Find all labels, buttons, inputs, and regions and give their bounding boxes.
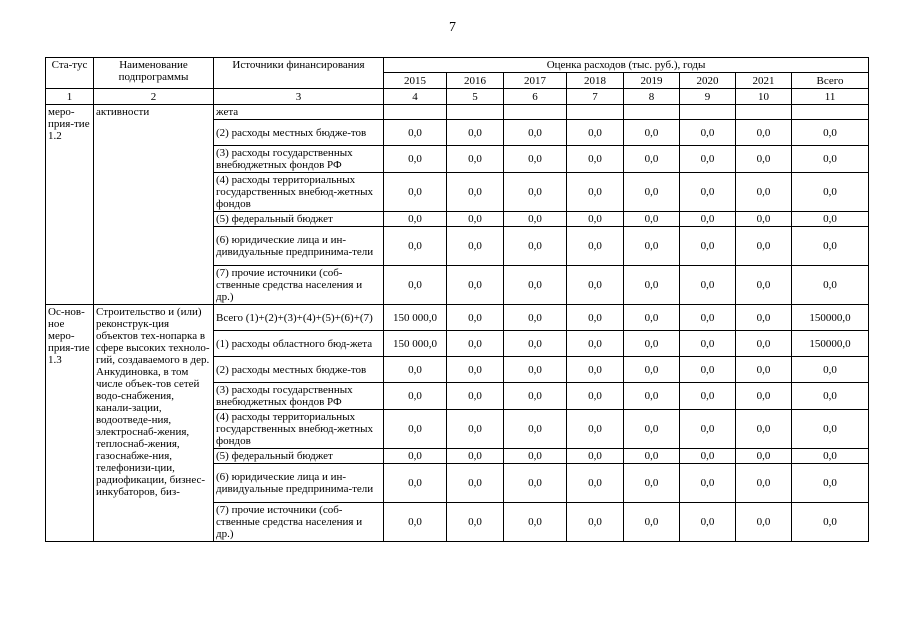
value-cell: 0,0 [680, 173, 736, 212]
value-cell: 0,0 [504, 146, 567, 173]
value-cell: 0,0 [447, 173, 504, 212]
header-year: 2016 [447, 73, 504, 89]
funding-source-cell: Всего (1)+(2)+(3)+(4)+(5)+(6)+(7) [214, 305, 384, 331]
header-estimate: Оценка расходов (тыс. руб.), годы [384, 58, 869, 73]
value-cell: 0,0 [447, 383, 504, 410]
funding-source-cell: (5) федеральный бюджет [214, 449, 384, 464]
page-number: 7 [449, 20, 456, 35]
value-cell: 0,0 [680, 146, 736, 173]
value-cell: 0,0 [567, 227, 624, 266]
value-cell: 0,0 [624, 357, 680, 383]
header-row [46, 58, 869, 73]
value-cell: 0,0 [680, 305, 736, 331]
value-cell: 0,0 [624, 266, 680, 305]
value-cell: 0,0 [736, 120, 792, 146]
value-cell: 0,0 [384, 383, 447, 410]
value-cell: 0,0 [680, 410, 736, 449]
total-value-cell [792, 105, 869, 120]
header-year: 2018 [567, 73, 624, 89]
value-cell: 0,0 [624, 227, 680, 266]
funding-source-cell: (7) прочие источники (соб-ственные средства населения и др.) [214, 266, 384, 305]
value-cell: 0,0 [447, 464, 504, 503]
value-cell: 0,0 [680, 449, 736, 464]
total-value-cell: 0,0 [792, 212, 869, 227]
value-cell: 0,0 [624, 331, 680, 357]
value-cell: 0,0 [384, 146, 447, 173]
value-cell: 0,0 [736, 383, 792, 410]
value-cell: 0,0 [567, 331, 624, 357]
value-cell: 0,0 [736, 146, 792, 173]
value-cell: 0,0 [447, 227, 504, 266]
value-cell: 0,0 [736, 449, 792, 464]
value-cell: 0,0 [447, 331, 504, 357]
total-value-cell: 150000,0 [792, 331, 869, 357]
value-cell: 0,0 [567, 357, 624, 383]
value-cell: 0,0 [447, 266, 504, 305]
value-cell: 0,0 [447, 410, 504, 449]
funding-source-cell: (1) расходы областного бюд-жета [214, 331, 384, 357]
value-cell: 150 000,0 [384, 305, 447, 331]
value-cell: 0,0 [624, 503, 680, 542]
value-cell: 0,0 [504, 357, 567, 383]
funding-source-cell: (5) федеральный бюджет [214, 212, 384, 227]
funding-source-cell: (3) расходы государственных внебюджетных фондов РФ [214, 383, 384, 410]
value-cell: 0,0 [384, 120, 447, 146]
header-year: 2017 [504, 73, 567, 89]
value-cell: 0,0 [624, 464, 680, 503]
value-cell: 0,0 [680, 503, 736, 542]
value-cell: 0,0 [504, 212, 567, 227]
header-year: 2021 [736, 73, 792, 89]
value-cell [447, 105, 504, 120]
value-cell: 0,0 [624, 212, 680, 227]
value-cell: 0,0 [447, 449, 504, 464]
budget-table [45, 57, 869, 542]
value-cell: 0,0 [567, 449, 624, 464]
value-cell: 0,0 [736, 464, 792, 503]
header-year: 2015 [384, 73, 447, 89]
subprogram-name-cell: Строительство и (или) реконструк-ция объектов тех-нопарка в сфере высоких техноло-гий, создаваемого в дер. Анкудиновка, в том числе объек-тов сетей водо-снабжения, канали-зации, водоотведе-ния, электроснаб-жения, теплоснаб-жения, газоснабже-ния, телефонизи-ции, радиофикации, бизнес-инкубаторов, биз- [94, 305, 214, 542]
col-number: 3 [214, 89, 384, 105]
value-cell: 0,0 [567, 305, 624, 331]
value-cell: 0,0 [680, 227, 736, 266]
value-cell: 0,0 [504, 227, 567, 266]
funding-source-cell: (2) расходы местных бюдже-тов [214, 357, 384, 383]
value-cell: 0,0 [567, 503, 624, 542]
status-cell: Ос-нов-ное меро-прия-тие 1.3 [46, 305, 94, 542]
total-value-cell: 150000,0 [792, 305, 869, 331]
value-cell: 0,0 [567, 146, 624, 173]
value-cell: 0,0 [447, 120, 504, 146]
funding-source-cell: (4) расходы территориальных государственных внебюд-жетных фондов [214, 173, 384, 212]
value-cell: 0,0 [504, 173, 567, 212]
value-cell: 0,0 [680, 266, 736, 305]
total-value-cell: 0,0 [792, 173, 869, 212]
header-name: Наименование подпрограммы [94, 58, 214, 89]
value-cell: 0,0 [504, 266, 567, 305]
value-cell: 0,0 [736, 266, 792, 305]
col-number: 9 [680, 89, 736, 105]
value-cell: 0,0 [504, 331, 567, 357]
header-year: 2020 [680, 73, 736, 89]
value-cell [680, 105, 736, 120]
value-cell: 0,0 [624, 120, 680, 146]
value-cell: 0,0 [567, 173, 624, 212]
value-cell: 0,0 [736, 410, 792, 449]
funding-source-cell: (6) юридические лица и ин-дивидуальные предпринима-тели [214, 464, 384, 503]
value-cell: 0,0 [447, 503, 504, 542]
value-cell: 0,0 [624, 383, 680, 410]
value-cell: 0,0 [447, 305, 504, 331]
funding-source-cell: (2) расходы местных бюдже-тов [214, 120, 384, 146]
value-cell: 0,0 [384, 266, 447, 305]
value-cell: 150 000,0 [384, 331, 447, 357]
funding-source-cell: (7) прочие источники (соб-ственные средства населения и др.) [214, 503, 384, 542]
value-cell [567, 105, 624, 120]
table-row [46, 105, 869, 120]
column-numbers-row [46, 89, 869, 105]
value-cell: 0,0 [504, 305, 567, 331]
value-cell: 0,0 [736, 503, 792, 542]
funding-source-cell: (3) расходы государственных внебюджетных фондов РФ [214, 146, 384, 173]
value-cell: 0,0 [736, 357, 792, 383]
total-value-cell: 0,0 [792, 266, 869, 305]
value-cell: 0,0 [504, 410, 567, 449]
value-cell: 0,0 [567, 383, 624, 410]
table-row [46, 305, 869, 331]
value-cell: 0,0 [680, 331, 736, 357]
value-cell: 0,0 [624, 449, 680, 464]
value-cell: 0,0 [624, 305, 680, 331]
value-cell: 0,0 [504, 464, 567, 503]
total-value-cell: 0,0 [792, 357, 869, 383]
value-cell: 0,0 [384, 357, 447, 383]
total-value-cell: 0,0 [792, 146, 869, 173]
value-cell [624, 105, 680, 120]
value-cell: 0,0 [504, 383, 567, 410]
value-cell: 0,0 [384, 173, 447, 212]
funding-source-cell: (6) юридические лица и ин-дивидуальные предпринима-тели [214, 227, 384, 266]
col-number: 10 [736, 89, 792, 105]
total-value-cell: 0,0 [792, 449, 869, 464]
funding-source-cell: (4) расходы территориальных государственных внебюд-жетных фондов [214, 410, 384, 449]
value-cell: 0,0 [384, 212, 447, 227]
header-total: Всего [792, 73, 869, 89]
funding-source-cell: жета [214, 105, 384, 120]
value-cell: 0,0 [624, 146, 680, 173]
value-cell: 0,0 [736, 173, 792, 212]
value-cell: 0,0 [384, 449, 447, 464]
col-number: 4 [384, 89, 447, 105]
table-body [46, 58, 869, 542]
value-cell: 0,0 [504, 120, 567, 146]
value-cell: 0,0 [567, 464, 624, 503]
value-cell [384, 105, 447, 120]
value-cell: 0,0 [680, 212, 736, 227]
col-number: 2 [94, 89, 214, 105]
total-value-cell: 0,0 [792, 410, 869, 449]
value-cell: 0,0 [384, 410, 447, 449]
total-value-cell: 0,0 [792, 227, 869, 266]
col-number: 7 [567, 89, 624, 105]
value-cell: 0,0 [447, 212, 504, 227]
value-cell: 0,0 [504, 503, 567, 542]
header-year: 2019 [624, 73, 680, 89]
value-cell: 0,0 [680, 464, 736, 503]
value-cell: 0,0 [384, 464, 447, 503]
col-number: 8 [624, 89, 680, 105]
value-cell: 0,0 [384, 503, 447, 542]
value-cell: 0,0 [384, 227, 447, 266]
value-cell: 0,0 [736, 305, 792, 331]
total-value-cell: 0,0 [792, 120, 869, 146]
subprogram-name-cell: активности [94, 105, 214, 305]
value-cell: 0,0 [447, 357, 504, 383]
value-cell: 0,0 [680, 120, 736, 146]
col-number: 5 [447, 89, 504, 105]
col-number: 6 [504, 89, 567, 105]
value-cell: 0,0 [736, 227, 792, 266]
value-cell: 0,0 [567, 120, 624, 146]
total-value-cell: 0,0 [792, 503, 869, 542]
value-cell: 0,0 [736, 212, 792, 227]
value-cell: 0,0 [624, 173, 680, 212]
value-cell: 0,0 [736, 331, 792, 357]
header-sources: Источники финансирования [214, 58, 384, 89]
total-value-cell: 0,0 [792, 464, 869, 503]
value-cell: 0,0 [680, 383, 736, 410]
value-cell: 0,0 [567, 212, 624, 227]
value-cell: 0,0 [567, 410, 624, 449]
value-cell: 0,0 [680, 357, 736, 383]
value-cell: 0,0 [624, 410, 680, 449]
status-cell: меро-прия-тие 1.2 [46, 105, 94, 305]
value-cell: 0,0 [447, 146, 504, 173]
value-cell: 0,0 [504, 449, 567, 464]
col-number: 1 [46, 89, 94, 105]
value-cell [736, 105, 792, 120]
value-cell: 0,0 [567, 266, 624, 305]
value-cell [504, 105, 567, 120]
total-value-cell: 0,0 [792, 383, 869, 410]
col-number: 11 [792, 89, 869, 105]
header-status: Ста-тус [46, 58, 94, 89]
